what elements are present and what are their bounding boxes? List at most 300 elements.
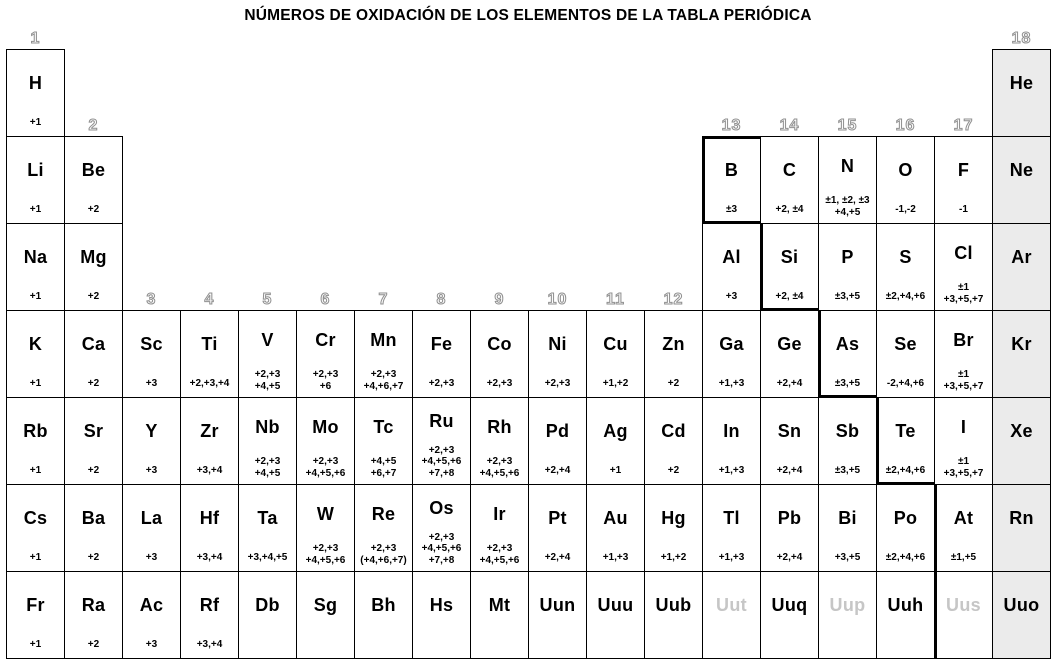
oxidation-states — [471, 456, 528, 484]
group-label-8: 8 — [436, 291, 447, 308]
oxidation-states — [819, 291, 876, 310]
element-symbol: Sr — [83, 421, 104, 441]
oxidation-states — [993, 291, 1050, 310]
oxidation-state-line: (+4,+6,+7) — [360, 555, 407, 567]
element-symbol: Sc — [140, 334, 163, 354]
element-symbol: Be — [81, 160, 106, 180]
oxidation-state-line: ±1 — [957, 282, 970, 294]
element-cell-Ga — [702, 310, 761, 398]
element-cell-In — [702, 397, 761, 485]
element-symbol: I — [960, 416, 967, 437]
oxidation-state-line: +1 — [29, 378, 42, 389]
element-symbol: P — [841, 247, 854, 267]
element-cell-K — [6, 310, 65, 398]
oxidation-states — [703, 204, 760, 223]
oxidation-state-line: ±3,+5 — [834, 378, 861, 389]
oxidation-state-line: +2 — [87, 204, 100, 215]
oxidation-states — [761, 291, 818, 310]
element-symbol: Ca — [81, 334, 106, 354]
oxidation-states — [7, 378, 64, 397]
oxidation-states — [297, 369, 354, 397]
element-cell-Sg — [296, 571, 355, 659]
oxidation-states — [703, 291, 760, 310]
element-cell-Sb — [818, 397, 877, 485]
oxidation-states — [355, 369, 412, 397]
oxidation-states — [65, 552, 122, 571]
element-cell-Uuq — [760, 571, 819, 659]
element-cell-Tc — [354, 397, 413, 485]
element-cell-Bh — [354, 571, 413, 659]
element-symbol: Cd — [661, 421, 686, 441]
oxidation-state-line: +4,+5,+6 — [421, 543, 462, 555]
element-cell-O — [876, 136, 935, 224]
group-label-10: 10 — [547, 291, 568, 308]
oxidation-state-line: ±1, ±2, ±3 — [825, 195, 870, 207]
element-cell-I — [934, 397, 993, 485]
oxidation-state-line: +2,+3 — [370, 543, 397, 555]
oxidation-state-line: +2,+3 — [370, 369, 397, 381]
element-cell-Uuu — [586, 571, 645, 659]
oxidation-states — [761, 552, 818, 571]
element-symbol: Te — [895, 421, 916, 441]
element-cell-Mo — [296, 397, 355, 485]
element-symbol: Hs — [429, 595, 454, 615]
oxidation-states — [761, 639, 818, 658]
element-symbol: Bi — [838, 508, 857, 528]
element-cell-Uun — [528, 571, 587, 659]
element-cell-At — [934, 484, 993, 572]
element-symbol: Hg — [661, 508, 686, 528]
element-symbol: Sg — [313, 595, 338, 615]
element-symbol: Rh — [487, 416, 512, 437]
oxidation-state-line: +2,+3 — [428, 531, 455, 543]
element-symbol: Nb — [255, 416, 280, 437]
oxidation-states — [819, 378, 876, 397]
element-cell-F — [934, 136, 993, 224]
oxidation-states — [703, 639, 760, 658]
oxidation-states — [471, 639, 528, 658]
oxidation-state-line: +2,+3 — [486, 543, 513, 555]
element-cell-Si — [760, 223, 819, 311]
oxidation-states — [877, 204, 934, 223]
group-label-6: 6 — [320, 291, 331, 308]
element-cell-Ru — [412, 397, 471, 485]
element-cell-Au — [586, 484, 645, 572]
element-cell-Te — [876, 397, 935, 485]
element-cell-Na — [6, 223, 65, 311]
oxidation-state-line: +4,+5 — [254, 381, 281, 393]
oxidation-states — [877, 552, 934, 571]
element-symbol: Kr — [1011, 334, 1032, 354]
oxidation-state-line: +2,+3 — [312, 456, 339, 468]
oxidation-states — [993, 378, 1050, 397]
oxidation-state-line: +2,+4 — [776, 378, 803, 389]
oxidation-states — [645, 552, 702, 571]
element-symbol: Ac — [139, 595, 164, 615]
oxidation-states — [7, 465, 64, 484]
element-symbol: Rb — [23, 421, 48, 441]
oxidation-state-line: ±2,+4,+6 — [885, 291, 926, 302]
oxidation-state-line: +7,+8 — [428, 468, 455, 480]
element-cell-Ni — [528, 310, 587, 398]
element-cell-Sn — [760, 397, 819, 485]
element-cell-S — [876, 223, 935, 311]
oxidation-state-line: +1,+3 — [718, 552, 745, 563]
oxidation-state-line: +4,+5,+6 — [421, 456, 462, 468]
element-symbol: Ru — [429, 410, 454, 431]
element-cell-Uuo — [992, 571, 1051, 659]
element-cell-Fe — [412, 310, 471, 398]
element-cell-Kr — [992, 310, 1051, 398]
oxidation-state-line: +4,+5,+6 — [479, 468, 520, 480]
element-symbol: Na — [23, 247, 48, 267]
element-cell-Ac — [122, 571, 181, 659]
oxidation-states — [761, 204, 818, 223]
element-cell-Se — [876, 310, 935, 398]
element-symbol: Mo — [312, 416, 339, 437]
element-symbol: Rn — [1009, 508, 1034, 528]
group-label-11: 11 — [606, 291, 625, 308]
element-cell-Mn — [354, 310, 413, 398]
element-symbol: In — [723, 421, 740, 441]
oxidation-state-line: +4,+5 — [254, 468, 281, 480]
element-cell-Ba — [64, 484, 123, 572]
element-symbol: Pd — [545, 421, 570, 441]
page-title: NÚMEROS DE OXIDACIÓN DE LOS ELEMENTOS DE LA TABLA PERIÓDICA — [244, 7, 812, 24]
oxidation-state-line: ±3 — [725, 204, 738, 215]
oxidation-states — [413, 445, 470, 484]
oxidation-states — [587, 552, 644, 571]
element-symbol: Cl — [954, 242, 973, 263]
oxidation-states — [123, 639, 180, 658]
oxidation-states — [181, 552, 238, 571]
oxidation-states — [7, 291, 64, 310]
oxidation-state-line: +2 — [667, 378, 680, 389]
element-symbol: B — [724, 160, 739, 180]
element-cell-Cl — [934, 223, 993, 311]
element-symbol: Re — [371, 503, 396, 524]
oxidation-state-line: +4,+5,+6 — [479, 555, 520, 567]
element-symbol: Au — [603, 508, 628, 528]
oxidation-state-line: +3,+5,+7 — [943, 381, 984, 393]
oxidation-state-line: +4,+5 — [370, 456, 397, 468]
element-cell-Ge — [760, 310, 819, 398]
element-symbol: Ne — [1009, 160, 1034, 180]
element-cell-Cs — [6, 484, 65, 572]
oxidation-state-line: +3,+4 — [196, 552, 223, 563]
oxidation-state-line: +4,+6,+7 — [363, 381, 404, 393]
element-cell-Br — [934, 310, 993, 398]
element-symbol: Pt — [548, 508, 567, 528]
oxidation-states — [413, 639, 470, 658]
element-symbol: Fe — [430, 334, 453, 354]
oxidation-state-line: +2, ±4 — [775, 204, 804, 215]
oxidation-states — [645, 465, 702, 484]
element-symbol: H — [28, 73, 43, 93]
element-symbol: Zn — [662, 334, 685, 354]
element-cell-W — [296, 484, 355, 572]
oxidation-states — [703, 552, 760, 571]
oxidation-states — [123, 552, 180, 571]
oxidation-states — [7, 204, 64, 223]
oxidation-state-line: +2 — [87, 552, 100, 563]
oxidation-states — [297, 639, 354, 658]
oxidation-state-line: +3 — [145, 552, 158, 563]
oxidation-state-line: +4,+5 — [834, 207, 861, 219]
oxidation-state-line: +3 — [145, 378, 158, 389]
element-cell-Cd — [644, 397, 703, 485]
element-symbol: Db — [255, 595, 280, 615]
group-label-1: 1 — [30, 30, 41, 47]
element-symbol: K — [28, 334, 43, 354]
element-cell-Zr — [180, 397, 239, 485]
element-cell-Rb — [6, 397, 65, 485]
element-cell-La — [122, 484, 181, 572]
element-symbol: Rf — [199, 595, 220, 615]
oxidation-state-line: +2,+3,+4 — [189, 378, 230, 389]
group-label-4: 4 — [204, 291, 215, 308]
element-symbol: W — [316, 503, 335, 524]
element-symbol: Br — [953, 329, 974, 350]
oxidation-state-line: +3,+5,+7 — [943, 294, 984, 306]
oxidation-state-line: +4,+5,+6 — [305, 555, 346, 567]
element-symbol: Mt — [488, 595, 511, 615]
element-symbol: Y — [145, 421, 158, 441]
element-symbol: Uuq — [771, 595, 808, 615]
element-cell-Co — [470, 310, 529, 398]
oxidation-states — [123, 465, 180, 484]
oxidation-state-line: +3,+4 — [196, 465, 223, 476]
element-symbol: Ag — [603, 421, 628, 441]
oxidation-state-line: +4,+5,+6 — [305, 468, 346, 480]
oxidation-states — [413, 378, 470, 397]
element-symbol: Ba — [81, 508, 106, 528]
element-symbol: Sn — [777, 421, 802, 441]
element-cell-Hs — [412, 571, 471, 659]
element-symbol: Fr — [26, 595, 45, 615]
element-cell-Hf — [180, 484, 239, 572]
element-symbol: Cs — [23, 508, 48, 528]
oxidation-states — [297, 543, 354, 571]
oxidation-states — [413, 532, 470, 571]
oxidation-state-line: ±3,+5 — [834, 465, 861, 476]
oxidation-state-line: +2, ±4 — [775, 291, 804, 302]
element-cell-Cr — [296, 310, 355, 398]
oxidation-states — [355, 639, 412, 658]
oxidation-state-line: +2,+3 — [428, 378, 455, 389]
element-cell-Nb — [238, 397, 297, 485]
element-cell-C — [760, 136, 819, 224]
element-cell-H — [6, 49, 65, 137]
element-symbol: Uus — [946, 595, 981, 615]
oxidation-state-line: +6 — [319, 381, 332, 393]
element-cell-Pb — [760, 484, 819, 572]
oxidation-states — [935, 552, 992, 571]
element-symbol: Ga — [719, 334, 744, 354]
oxidation-states — [471, 543, 528, 571]
element-symbol: Uup — [829, 595, 866, 615]
group-label-7: 7 — [378, 291, 389, 308]
element-cell-Ag — [586, 397, 645, 485]
element-symbol: Ge — [777, 334, 802, 354]
oxidation-states — [181, 639, 238, 658]
element-symbol: V — [261, 329, 274, 350]
oxidation-state-line: +3 — [145, 639, 158, 650]
element-symbol: Uun — [539, 595, 576, 615]
element-symbol: Co — [487, 334, 512, 354]
element-cell-Rn — [992, 484, 1051, 572]
oxidation-state-line: +3,+5 — [834, 552, 861, 563]
element-cell-Po — [876, 484, 935, 572]
element-cell-Ne — [992, 136, 1051, 224]
oxidation-states — [297, 456, 354, 484]
group-label-18: 18 — [1011, 30, 1032, 47]
element-cell-Sc — [122, 310, 181, 398]
oxidation-states — [993, 639, 1050, 658]
oxidation-states — [935, 369, 992, 397]
element-symbol: Zr — [200, 421, 219, 441]
oxidation-states — [355, 543, 412, 571]
element-cell-Bi — [818, 484, 877, 572]
oxidation-states — [993, 117, 1050, 136]
oxidation-states — [529, 465, 586, 484]
element-cell-Al — [702, 223, 761, 311]
oxidation-state-line: +2,+4 — [544, 552, 571, 563]
element-cell-Ir — [470, 484, 529, 572]
oxidation-state-line: +1 — [29, 117, 42, 128]
element-symbol: Ar — [1011, 247, 1032, 267]
element-cell-Mg — [64, 223, 123, 311]
element-symbol: Si — [780, 247, 799, 267]
oxidation-states — [703, 378, 760, 397]
group-label-15: 15 — [837, 117, 858, 134]
element-cell-Zn — [644, 310, 703, 398]
oxidation-state-line: +1,+2 — [660, 552, 687, 563]
oxidation-state-line: +3 — [725, 291, 738, 302]
oxidation-state-line: +1 — [29, 639, 42, 650]
element-symbol: Li — [27, 160, 44, 180]
element-cell-Xe — [992, 397, 1051, 485]
element-symbol: Tl — [723, 508, 740, 528]
oxidation-state-line: +2,+3 — [486, 378, 513, 389]
oxidation-state-line: +1 — [29, 552, 42, 563]
element-symbol: Mn — [370, 329, 397, 350]
oxidation-state-line: +7,+8 — [428, 555, 455, 567]
group-label-3: 3 — [146, 291, 157, 308]
element-cell-Cu — [586, 310, 645, 398]
oxidation-state-line: +1,+3 — [718, 378, 745, 389]
element-symbol: Uuu — [597, 595, 634, 615]
oxidation-states — [239, 639, 296, 658]
oxidation-state-line: +1 — [609, 465, 622, 476]
element-symbol: Uut — [716, 595, 747, 615]
element-cell-P — [818, 223, 877, 311]
element-cell-Rf — [180, 571, 239, 659]
element-symbol: O — [898, 160, 913, 180]
oxidation-states — [761, 465, 818, 484]
oxidation-states — [181, 378, 238, 397]
element-symbol: F — [957, 160, 970, 180]
oxidation-states — [935, 282, 992, 310]
element-symbol: Ti — [201, 334, 218, 354]
oxidation-state-line: +6,+7 — [370, 468, 397, 480]
element-symbol: Uuh — [887, 595, 924, 615]
oxidation-state-line: +2,+3 — [544, 378, 571, 389]
group-label-5: 5 — [262, 291, 273, 308]
oxidation-states — [645, 378, 702, 397]
element-symbol: At — [953, 508, 974, 528]
oxidation-states — [703, 465, 760, 484]
element-symbol: Mg — [80, 247, 107, 267]
oxidation-state-line: ±3,+5 — [834, 291, 861, 302]
oxidation-states — [587, 378, 644, 397]
element-symbol: Po — [893, 508, 918, 528]
oxidation-state-line: +3,+5,+7 — [943, 468, 984, 480]
element-symbol: Ir — [493, 503, 506, 524]
element-cell-V — [238, 310, 297, 398]
oxidation-states — [587, 639, 644, 658]
oxidation-states — [65, 291, 122, 310]
group-label-16: 16 — [895, 117, 916, 134]
oxidation-state-line: +1 — [29, 465, 42, 476]
element-cell-Ca — [64, 310, 123, 398]
element-symbol: Xe — [1010, 421, 1033, 441]
element-symbol: Pb — [777, 508, 802, 528]
oxidation-states — [123, 378, 180, 397]
oxidation-state-line: +1,+3 — [718, 465, 745, 476]
oxidation-states — [819, 639, 876, 658]
group-label-17: 17 — [953, 117, 974, 134]
element-cell-Fr — [6, 571, 65, 659]
element-cell-Ar — [992, 223, 1051, 311]
group-label-12: 12 — [663, 291, 684, 308]
oxidation-states — [65, 465, 122, 484]
group-label-13: 13 — [721, 117, 742, 134]
oxidation-state-line: ±1,+5 — [950, 552, 977, 563]
oxidation-states — [587, 465, 644, 484]
oxidation-state-line: +2,+3 — [254, 456, 281, 468]
element-symbol: N — [840, 155, 855, 176]
oxidation-states — [877, 465, 934, 484]
oxidation-state-line: -1 — [959, 204, 968, 215]
oxidation-state-line: +2 — [87, 465, 100, 476]
element-symbol: Tc — [373, 416, 394, 437]
oxidation-states — [7, 552, 64, 571]
element-cell-Pd — [528, 397, 587, 485]
group-label-2: 2 — [88, 117, 99, 134]
element-cell-He — [992, 49, 1051, 137]
oxidation-states — [529, 639, 586, 658]
oxidation-state-line: +2,+4 — [776, 552, 803, 563]
oxidation-state-line: +2 — [87, 291, 100, 302]
oxidation-state-line: +2,+3 — [312, 543, 339, 555]
oxidation-state-line: +2,+3 — [486, 456, 513, 468]
oxidation-states — [65, 378, 122, 397]
element-symbol: Hf — [199, 508, 220, 528]
oxidation-state-line: +2,+3 — [312, 369, 339, 381]
oxidation-states — [993, 465, 1050, 484]
element-symbol: Ta — [257, 508, 278, 528]
oxidation-state-line: +1,+2 — [602, 378, 629, 389]
element-symbol: Uub — [655, 595, 692, 615]
element-cell-Tl — [702, 484, 761, 572]
oxidation-states — [819, 465, 876, 484]
element-cell-Uut — [702, 571, 761, 659]
element-cell-Uus — [934, 571, 993, 659]
oxidation-state-line: ±2,+4,+6 — [885, 465, 926, 476]
element-symbol: S — [899, 247, 912, 267]
oxidation-state-line: ±1 — [957, 369, 970, 381]
